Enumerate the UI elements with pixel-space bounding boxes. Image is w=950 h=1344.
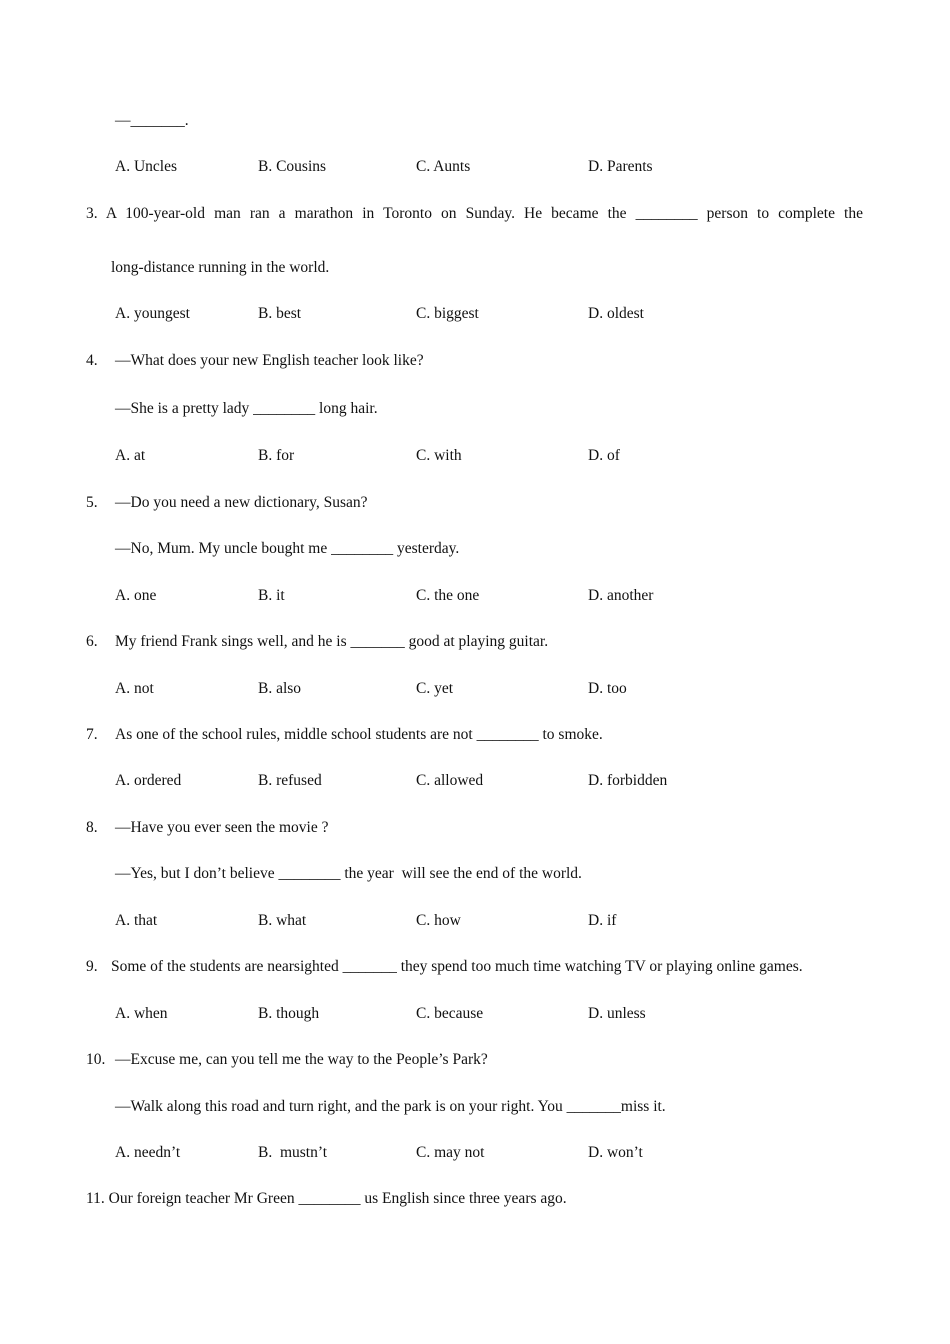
q4-option-a: A. at	[115, 447, 146, 464]
q10-option-d: D. won’t	[588, 1144, 643, 1161]
q4-option-b: B. for	[258, 447, 295, 464]
q8-stem-line2: —Yes, but I don’t believe ________ the year will see the end of the world.	[115, 865, 582, 882]
q4-option-c: C. with	[416, 447, 462, 464]
q9-stem-line1: Some of the students are nearsighted _______ they spend too much time watching TV or playing online games.	[111, 958, 803, 975]
q7-number: 7.	[86, 726, 98, 743]
q10-option-a: A. needn’t	[115, 1144, 181, 1161]
q8-stem-line1: —Have you ever seen the movie ?	[115, 819, 329, 836]
q6-option-c: C. yet	[416, 680, 454, 697]
q5-option-d: D. another	[588, 587, 654, 604]
q3-stem-line2: long-distance running in the world.	[111, 259, 330, 276]
q5-stem-line1: —Do you need a new dictionary, Susan?	[115, 494, 368, 511]
q4-option-d: D. of	[588, 447, 620, 464]
q8-option-c: C. how	[416, 912, 461, 929]
q10-option-c: C. may not	[416, 1144, 485, 1161]
q5-option-a: A. one	[115, 587, 157, 604]
q2-option-d: D. Parents	[588, 158, 653, 175]
q4-stem-line2: —She is a pretty lady ________ long hair.	[115, 400, 378, 417]
q6-option-d: D. too	[588, 680, 627, 697]
q6-option-a: A. not	[115, 680, 154, 697]
q10-number: 10.	[86, 1051, 106, 1068]
q7-option-b: B. refused	[258, 772, 322, 789]
q9-option-a: A. when	[115, 1005, 168, 1022]
q2-answer-line: —_______.	[115, 112, 189, 129]
q7-option-a: A. ordered	[115, 772, 182, 789]
q3-stem-line1: 3. A 100-year-old man ran a marathon in Toronto on Sunday. He became the ________ person to complete the	[86, 205, 863, 222]
q3-option-d: D. oldest	[588, 305, 644, 322]
q6-stem-line1: My friend Frank sings well, and he is _______ good at playing guitar.	[115, 633, 549, 650]
q6-number: 6.	[86, 633, 98, 650]
q8-option-d: D. if	[588, 912, 617, 929]
q9-number: 9.	[86, 958, 98, 975]
q7-option-d: D. forbidden	[588, 772, 668, 789]
q3-option-b: B. best	[258, 305, 302, 322]
q2-option-c: C. Aunts	[416, 158, 471, 175]
q5-stem-line2: —No, Mum. My uncle bought me ________ yesterday.	[115, 540, 460, 557]
q5-option-c: C. the one	[416, 587, 480, 604]
q2-option-a: A. Uncles	[115, 158, 177, 175]
q10-option-b: B. mustn’t	[258, 1144, 328, 1161]
q9-option-c: C. because	[416, 1005, 484, 1022]
q4-number: 4.	[86, 352, 98, 369]
q7-stem-line1: As one of the school rules, middle school students are not ________ to smoke.	[115, 726, 603, 743]
q10-stem-line2: —Walk along this road and turn right, and the park is on your right. You _______miss it.	[115, 1098, 666, 1115]
q3-option-c: C. biggest	[416, 305, 479, 322]
q10-stem-line1: —Excuse me, can you tell me the way to the People’s Park?	[115, 1051, 488, 1068]
q9-option-b: B. though	[258, 1005, 320, 1022]
q9-option-d: D. unless	[588, 1005, 646, 1022]
q6-option-b: B. also	[258, 680, 302, 697]
q5-number: 5.	[86, 494, 98, 511]
q4-stem-line1: —What does your new English teacher look like?	[115, 352, 424, 369]
q7-option-c: C. allowed	[416, 772, 484, 789]
q3-option-a: A. youngest	[115, 305, 190, 322]
q5-option-b: B. it	[258, 587, 285, 604]
q8-number: 8.	[86, 819, 98, 836]
q8-option-a: A. that	[115, 912, 158, 929]
q11-stem-line1: 11. Our foreign teacher Mr Green ________ us English since three years ago.	[86, 1190, 567, 1207]
q8-option-b: B. what	[258, 912, 307, 929]
q2-option-b: B. Cousins	[258, 158, 327, 175]
